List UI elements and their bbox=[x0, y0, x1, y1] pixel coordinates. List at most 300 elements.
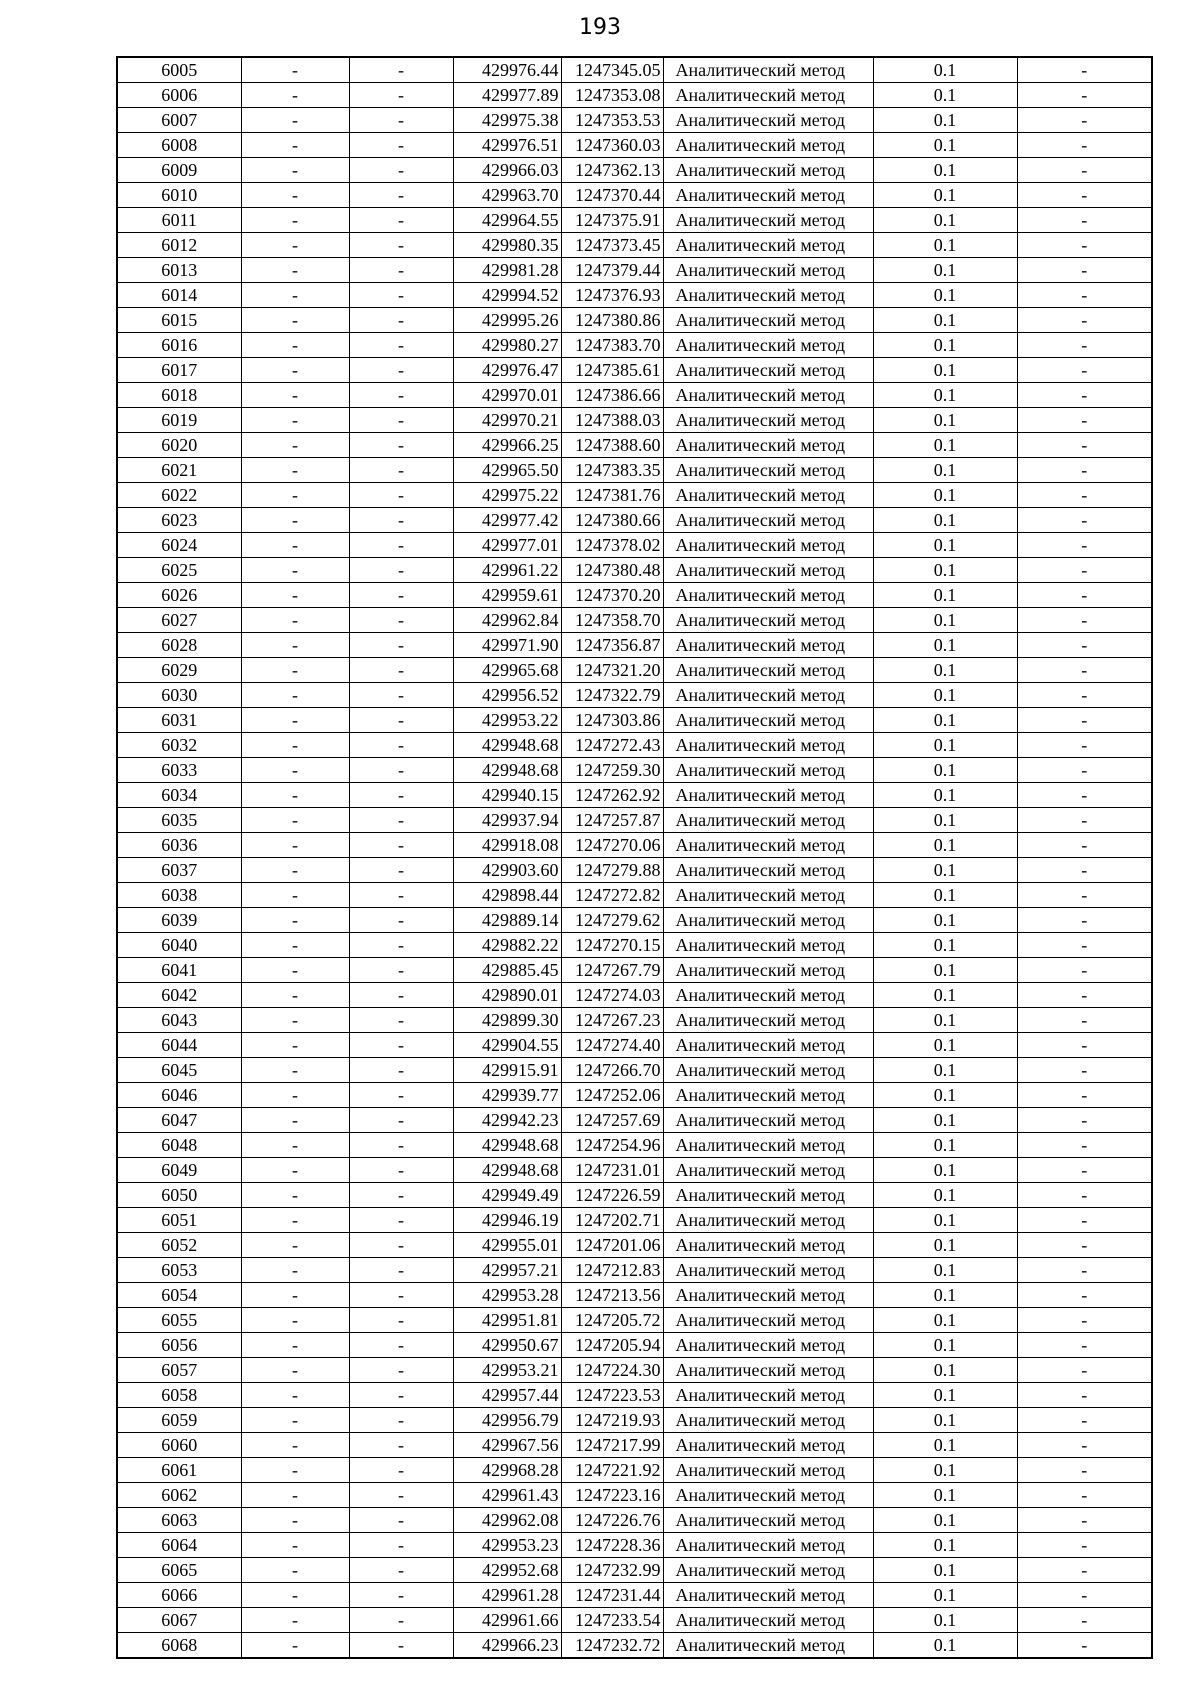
cell-y: 1247213.56 bbox=[561, 1283, 663, 1308]
cell-method: Аналитический метод bbox=[663, 1583, 873, 1608]
cell-y: 1247205.94 bbox=[561, 1333, 663, 1358]
cell-value: 0.1 bbox=[873, 1408, 1017, 1433]
cell-value: 0.1 bbox=[873, 633, 1017, 658]
cell-col2: - bbox=[241, 783, 349, 808]
table-row bbox=[117, 1333, 1152, 1358]
cell-y: 1247383.35 bbox=[561, 458, 663, 483]
cell-value: 0.1 bbox=[873, 1333, 1017, 1358]
cell-col8: - bbox=[1017, 1158, 1152, 1183]
cell-value: 0.1 bbox=[873, 1308, 1017, 1333]
table-row bbox=[117, 1258, 1152, 1283]
cell-col8: - bbox=[1017, 1133, 1152, 1158]
table-row bbox=[117, 1033, 1152, 1058]
cell-col8: - bbox=[1017, 408, 1152, 433]
cell-col8: - bbox=[1017, 508, 1152, 533]
cell-id: 6010 bbox=[117, 183, 241, 208]
cell-col3: - bbox=[349, 83, 453, 108]
cell-x: 429889.14 bbox=[453, 908, 561, 933]
cell-value: 0.1 bbox=[873, 1283, 1017, 1308]
cell-method: Аналитический метод bbox=[663, 633, 873, 658]
cell-col3: - bbox=[349, 1508, 453, 1533]
cell-x: 429963.70 bbox=[453, 183, 561, 208]
cell-y: 1247223.53 bbox=[561, 1383, 663, 1408]
table-row bbox=[117, 1558, 1152, 1583]
cell-col3: - bbox=[349, 1433, 453, 1458]
cell-method: Аналитический метод bbox=[663, 1233, 873, 1258]
cell-value: 0.1 bbox=[873, 1033, 1017, 1058]
cell-x: 429981.28 bbox=[453, 258, 561, 283]
cell-id: 6024 bbox=[117, 533, 241, 558]
cell-method: Аналитический метод bbox=[663, 883, 873, 908]
cell-method: Аналитический метод bbox=[663, 1508, 873, 1533]
cell-id: 6047 bbox=[117, 1108, 241, 1133]
cell-col3: - bbox=[349, 483, 453, 508]
table-row bbox=[117, 733, 1152, 758]
cell-x: 429976.47 bbox=[453, 358, 561, 383]
cell-id: 6044 bbox=[117, 1033, 241, 1058]
cell-col3: - bbox=[349, 1533, 453, 1558]
cell-id: 6018 bbox=[117, 383, 241, 408]
table-row bbox=[117, 483, 1152, 508]
cell-id: 6027 bbox=[117, 608, 241, 633]
table-row bbox=[117, 1633, 1152, 1659]
cell-id: 6030 bbox=[117, 683, 241, 708]
cell-col8: - bbox=[1017, 1008, 1152, 1033]
cell-col8: - bbox=[1017, 958, 1152, 983]
cell-col2: - bbox=[241, 1058, 349, 1083]
cell-value: 0.1 bbox=[873, 1233, 1017, 1258]
cell-method: Аналитический метод bbox=[663, 1408, 873, 1433]
table-row bbox=[117, 808, 1152, 833]
table-row bbox=[117, 108, 1152, 133]
cell-col3: - bbox=[349, 1458, 453, 1483]
cell-x: 429994.52 bbox=[453, 283, 561, 308]
cell-col3: - bbox=[349, 1258, 453, 1283]
cell-x: 429965.50 bbox=[453, 458, 561, 483]
cell-col2: - bbox=[241, 1583, 349, 1608]
cell-x: 429956.52 bbox=[453, 683, 561, 708]
cell-y: 1247266.70 bbox=[561, 1058, 663, 1083]
cell-col2: - bbox=[241, 383, 349, 408]
cell-value: 0.1 bbox=[873, 883, 1017, 908]
cell-col2: - bbox=[241, 908, 349, 933]
cell-col8: - bbox=[1017, 1408, 1152, 1433]
table-row bbox=[117, 1283, 1152, 1308]
cell-x: 429942.23 bbox=[453, 1108, 561, 1133]
cell-col2: - bbox=[241, 708, 349, 733]
cell-col3: - bbox=[349, 908, 453, 933]
cell-id: 6040 bbox=[117, 933, 241, 958]
cell-x: 429968.28 bbox=[453, 1458, 561, 1483]
table-row bbox=[117, 1483, 1152, 1508]
cell-y: 1247385.61 bbox=[561, 358, 663, 383]
cell-id: 6015 bbox=[117, 308, 241, 333]
cell-col2: - bbox=[241, 883, 349, 908]
table-row bbox=[117, 1108, 1152, 1133]
cell-col8: - bbox=[1017, 1558, 1152, 1583]
cell-col3: - bbox=[349, 1608, 453, 1633]
cell-value: 0.1 bbox=[873, 1058, 1017, 1083]
cell-x: 429918.08 bbox=[453, 833, 561, 858]
cell-x: 429961.66 bbox=[453, 1608, 561, 1633]
cell-col8: - bbox=[1017, 383, 1152, 408]
cell-x: 429899.30 bbox=[453, 1008, 561, 1033]
cell-x: 429975.38 bbox=[453, 108, 561, 133]
cell-col8: - bbox=[1017, 1483, 1152, 1508]
cell-x: 429970.21 bbox=[453, 408, 561, 433]
cell-col3: - bbox=[349, 233, 453, 258]
cell-col3: - bbox=[349, 858, 453, 883]
cell-method: Аналитический метод bbox=[663, 958, 873, 983]
cell-col3: - bbox=[349, 533, 453, 558]
cell-y: 1247378.02 bbox=[561, 533, 663, 558]
cell-x: 429956.79 bbox=[453, 1408, 561, 1433]
cell-method: Аналитический метод bbox=[663, 1483, 873, 1508]
cell-value: 0.1 bbox=[873, 533, 1017, 558]
cell-id: 6006 bbox=[117, 83, 241, 108]
cell-col2: - bbox=[241, 433, 349, 458]
cell-x: 429961.22 bbox=[453, 558, 561, 583]
cell-value: 0.1 bbox=[873, 233, 1017, 258]
cell-value: 0.1 bbox=[873, 1633, 1017, 1659]
cell-col3: - bbox=[349, 208, 453, 233]
cell-col3: - bbox=[349, 158, 453, 183]
cell-col3: - bbox=[349, 933, 453, 958]
cell-col3: - bbox=[349, 283, 453, 308]
cell-y: 1247231.44 bbox=[561, 1583, 663, 1608]
cell-id: 6059 bbox=[117, 1408, 241, 1433]
cell-col2: - bbox=[241, 1608, 349, 1633]
cell-col3: - bbox=[349, 683, 453, 708]
cell-y: 1247201.06 bbox=[561, 1233, 663, 1258]
cell-id: 6062 bbox=[117, 1483, 241, 1508]
cell-value: 0.1 bbox=[873, 408, 1017, 433]
cell-col8: - bbox=[1017, 1083, 1152, 1108]
cell-value: 0.1 bbox=[873, 983, 1017, 1008]
cell-id: 6061 bbox=[117, 1458, 241, 1483]
cell-method: Аналитический метод bbox=[663, 1083, 873, 1108]
cell-col2: - bbox=[241, 1033, 349, 1058]
cell-y: 1247272.43 bbox=[561, 733, 663, 758]
cell-col3: - bbox=[349, 458, 453, 483]
cell-col3: - bbox=[349, 333, 453, 358]
cell-col8: - bbox=[1017, 1108, 1152, 1133]
cell-x: 429975.22 bbox=[453, 483, 561, 508]
cell-col8: - bbox=[1017, 358, 1152, 383]
cell-id: 6056 bbox=[117, 1333, 241, 1358]
cell-col2: - bbox=[241, 1433, 349, 1458]
cell-col2: - bbox=[241, 808, 349, 833]
cell-value: 0.1 bbox=[873, 158, 1017, 183]
cell-x: 429950.67 bbox=[453, 1333, 561, 1358]
table-row bbox=[117, 1458, 1152, 1483]
cell-y: 1247383.70 bbox=[561, 333, 663, 358]
cell-method: Аналитический метод bbox=[663, 1383, 873, 1408]
cell-col3: - bbox=[349, 183, 453, 208]
table-row bbox=[117, 833, 1152, 858]
cell-value: 0.1 bbox=[873, 808, 1017, 833]
cell-value: 0.1 bbox=[873, 758, 1017, 783]
cell-id: 6051 bbox=[117, 1208, 241, 1233]
cell-id: 6025 bbox=[117, 558, 241, 583]
cell-x: 429885.45 bbox=[453, 958, 561, 983]
cell-method: Аналитический метод bbox=[663, 108, 873, 133]
table-row bbox=[117, 683, 1152, 708]
table-row bbox=[117, 358, 1152, 383]
cell-method: Аналитический метод bbox=[663, 1283, 873, 1308]
cell-x: 429937.94 bbox=[453, 808, 561, 833]
cell-y: 1247267.79 bbox=[561, 958, 663, 983]
cell-col8: - bbox=[1017, 458, 1152, 483]
cell-col3: - bbox=[349, 1283, 453, 1308]
cell-value: 0.1 bbox=[873, 283, 1017, 308]
cell-x: 429961.43 bbox=[453, 1483, 561, 1508]
cell-id: 6065 bbox=[117, 1558, 241, 1583]
cell-value: 0.1 bbox=[873, 108, 1017, 133]
table-row bbox=[117, 858, 1152, 883]
cell-col2: - bbox=[241, 133, 349, 158]
cell-col3: - bbox=[349, 1033, 453, 1058]
cell-id: 6043 bbox=[117, 1008, 241, 1033]
cell-y: 1247232.99 bbox=[561, 1558, 663, 1583]
cell-value: 0.1 bbox=[873, 583, 1017, 608]
cell-col2: - bbox=[241, 1183, 349, 1208]
cell-y: 1247232.72 bbox=[561, 1633, 663, 1659]
cell-id: 6005 bbox=[117, 57, 241, 83]
cell-id: 6013 bbox=[117, 258, 241, 283]
cell-x: 429953.21 bbox=[453, 1358, 561, 1383]
cell-col2: - bbox=[241, 208, 349, 233]
cell-x: 429967.56 bbox=[453, 1433, 561, 1458]
cell-x: 429966.03 bbox=[453, 158, 561, 183]
cell-value: 0.1 bbox=[873, 57, 1017, 83]
cell-col8: - bbox=[1017, 858, 1152, 883]
cell-col8: - bbox=[1017, 1258, 1152, 1283]
cell-id: 6011 bbox=[117, 208, 241, 233]
cell-col3: - bbox=[349, 1358, 453, 1383]
cell-method: Аналитический метод bbox=[663, 933, 873, 958]
cell-col3: - bbox=[349, 1058, 453, 1083]
cell-id: 6048 bbox=[117, 1133, 241, 1158]
cell-col3: - bbox=[349, 1408, 453, 1433]
cell-method: Аналитический метод bbox=[663, 57, 873, 83]
cell-x: 429977.01 bbox=[453, 533, 561, 558]
cell-y: 1247380.66 bbox=[561, 508, 663, 533]
table-row bbox=[117, 1508, 1152, 1533]
cell-value: 0.1 bbox=[873, 258, 1017, 283]
cell-id: 6046 bbox=[117, 1083, 241, 1108]
cell-col2: - bbox=[241, 283, 349, 308]
cell-col8: - bbox=[1017, 1183, 1152, 1208]
cell-id: 6034 bbox=[117, 783, 241, 808]
cell-col8: - bbox=[1017, 1208, 1152, 1233]
cell-id: 6020 bbox=[117, 433, 241, 458]
cell-method: Аналитический метод bbox=[663, 1358, 873, 1383]
cell-x: 429890.01 bbox=[453, 983, 561, 1008]
cell-method: Аналитический метод bbox=[663, 758, 873, 783]
cell-x: 429977.89 bbox=[453, 83, 561, 108]
cell-id: 6033 bbox=[117, 758, 241, 783]
cell-x: 429957.44 bbox=[453, 1383, 561, 1408]
cell-method: Аналитический метод bbox=[663, 133, 873, 158]
cell-value: 0.1 bbox=[873, 958, 1017, 983]
cell-col3: - bbox=[349, 733, 453, 758]
cell-value: 0.1 bbox=[873, 608, 1017, 633]
cell-col8: - bbox=[1017, 983, 1152, 1008]
cell-method: Аналитический метод bbox=[663, 708, 873, 733]
cell-x: 429971.90 bbox=[453, 633, 561, 658]
cell-col2: - bbox=[241, 1083, 349, 1108]
table-row bbox=[117, 333, 1152, 358]
cell-col2: - bbox=[241, 533, 349, 558]
cell-value: 0.1 bbox=[873, 1558, 1017, 1583]
cell-y: 1247223.16 bbox=[561, 1483, 663, 1508]
cell-method: Аналитический метод bbox=[663, 908, 873, 933]
cell-value: 0.1 bbox=[873, 333, 1017, 358]
cell-value: 0.1 bbox=[873, 833, 1017, 858]
cell-col3: - bbox=[349, 133, 453, 158]
cell-method: Аналитический метод bbox=[663, 333, 873, 358]
cell-col3: - bbox=[349, 1008, 453, 1033]
cell-col8: - bbox=[1017, 908, 1152, 933]
cell-method: Аналитический метод bbox=[663, 508, 873, 533]
cell-col2: - bbox=[241, 958, 349, 983]
cell-col3: - bbox=[349, 958, 453, 983]
cell-col3: - bbox=[349, 57, 453, 83]
cell-col8: - bbox=[1017, 1033, 1152, 1058]
cell-y: 1247205.72 bbox=[561, 1308, 663, 1333]
cell-col2: - bbox=[241, 1558, 349, 1583]
table-row bbox=[117, 508, 1152, 533]
cell-col2: - bbox=[241, 1633, 349, 1659]
cell-id: 6031 bbox=[117, 708, 241, 733]
table-row bbox=[117, 133, 1152, 158]
cell-method: Аналитический метод bbox=[663, 233, 873, 258]
cell-col8: - bbox=[1017, 258, 1152, 283]
cell-col8: - bbox=[1017, 208, 1152, 233]
cell-y: 1247233.54 bbox=[561, 1608, 663, 1633]
cell-y: 1247353.08 bbox=[561, 83, 663, 108]
cell-method: Аналитический метод bbox=[663, 358, 873, 383]
table-row bbox=[117, 1183, 1152, 1208]
cell-y: 1247272.82 bbox=[561, 883, 663, 908]
cell-col3: - bbox=[349, 833, 453, 858]
cell-method: Аналитический метод bbox=[663, 1333, 873, 1358]
cell-y: 1247221.92 bbox=[561, 1458, 663, 1483]
cell-y: 1247370.20 bbox=[561, 583, 663, 608]
cell-value: 0.1 bbox=[873, 1583, 1017, 1608]
cell-y: 1247212.83 bbox=[561, 1258, 663, 1283]
cell-col2: - bbox=[241, 983, 349, 1008]
cell-id: 6039 bbox=[117, 908, 241, 933]
cell-col8: - bbox=[1017, 233, 1152, 258]
cell-col2: - bbox=[241, 57, 349, 83]
cell-col3: - bbox=[349, 258, 453, 283]
cell-x: 429948.68 bbox=[453, 1133, 561, 1158]
cell-method: Аналитический метод bbox=[663, 1433, 873, 1458]
cell-col3: - bbox=[349, 308, 453, 333]
cell-y: 1247360.03 bbox=[561, 133, 663, 158]
cell-col8: - bbox=[1017, 683, 1152, 708]
cell-value: 0.1 bbox=[873, 1433, 1017, 1458]
cell-x: 429966.25 bbox=[453, 433, 561, 458]
cell-y: 1247262.92 bbox=[561, 783, 663, 808]
cell-method: Аналитический метод bbox=[663, 1608, 873, 1633]
cell-col8: - bbox=[1017, 833, 1152, 858]
table-row bbox=[117, 633, 1152, 658]
cell-col3: - bbox=[349, 433, 453, 458]
cell-y: 1247252.06 bbox=[561, 1083, 663, 1108]
cell-col2: - bbox=[241, 508, 349, 533]
cell-x: 429961.28 bbox=[453, 1583, 561, 1608]
cell-id: 6058 bbox=[117, 1383, 241, 1408]
cell-y: 1247257.87 bbox=[561, 808, 663, 833]
cell-method: Аналитический метод bbox=[663, 158, 873, 183]
table-row bbox=[117, 908, 1152, 933]
cell-y: 1247254.96 bbox=[561, 1133, 663, 1158]
cell-col3: - bbox=[349, 383, 453, 408]
cell-y: 1247217.99 bbox=[561, 1433, 663, 1458]
cell-x: 429976.44 bbox=[453, 57, 561, 83]
cell-col2: - bbox=[241, 833, 349, 858]
cell-col8: - bbox=[1017, 333, 1152, 358]
cell-method: Аналитический метод bbox=[663, 183, 873, 208]
cell-value: 0.1 bbox=[873, 658, 1017, 683]
cell-value: 0.1 bbox=[873, 433, 1017, 458]
cell-value: 0.1 bbox=[873, 133, 1017, 158]
cell-id: 6057 bbox=[117, 1358, 241, 1383]
cell-y: 1247322.79 bbox=[561, 683, 663, 708]
cell-value: 0.1 bbox=[873, 1108, 1017, 1133]
cell-value: 0.1 bbox=[873, 458, 1017, 483]
cell-method: Аналитический метод bbox=[663, 258, 873, 283]
cell-id: 6064 bbox=[117, 1533, 241, 1558]
cell-col2: - bbox=[241, 1408, 349, 1433]
cell-id: 6009 bbox=[117, 158, 241, 183]
cell-col8: - bbox=[1017, 558, 1152, 583]
cell-x: 429980.35 bbox=[453, 233, 561, 258]
cell-col8: - bbox=[1017, 83, 1152, 108]
cell-method: Аналитический метод bbox=[663, 483, 873, 508]
cell-col8: - bbox=[1017, 733, 1152, 758]
cell-col3: - bbox=[349, 1158, 453, 1183]
cell-col3: - bbox=[349, 708, 453, 733]
cell-method: Аналитический метод bbox=[663, 1033, 873, 1058]
cell-method: Аналитический метод bbox=[663, 1133, 873, 1158]
cell-y: 1247274.03 bbox=[561, 983, 663, 1008]
cell-col3: - bbox=[349, 883, 453, 908]
table-row bbox=[117, 783, 1152, 808]
cell-col2: - bbox=[241, 1358, 349, 1383]
cell-col8: - bbox=[1017, 1583, 1152, 1608]
cell-col2: - bbox=[241, 333, 349, 358]
cell-value: 0.1 bbox=[873, 1458, 1017, 1483]
cell-col8: - bbox=[1017, 1333, 1152, 1358]
cell-col8: - bbox=[1017, 133, 1152, 158]
cell-col3: - bbox=[349, 1383, 453, 1408]
cell-method: Аналитический метод bbox=[663, 533, 873, 558]
cell-col2: - bbox=[241, 258, 349, 283]
cell-col8: - bbox=[1017, 158, 1152, 183]
table-row bbox=[117, 1358, 1152, 1383]
cell-col2: - bbox=[241, 558, 349, 583]
cell-col8: - bbox=[1017, 758, 1152, 783]
table-row bbox=[117, 383, 1152, 408]
table-row bbox=[117, 1208, 1152, 1233]
cell-col3: - bbox=[349, 1308, 453, 1333]
cell-col2: - bbox=[241, 858, 349, 883]
cell-value: 0.1 bbox=[873, 1133, 1017, 1158]
